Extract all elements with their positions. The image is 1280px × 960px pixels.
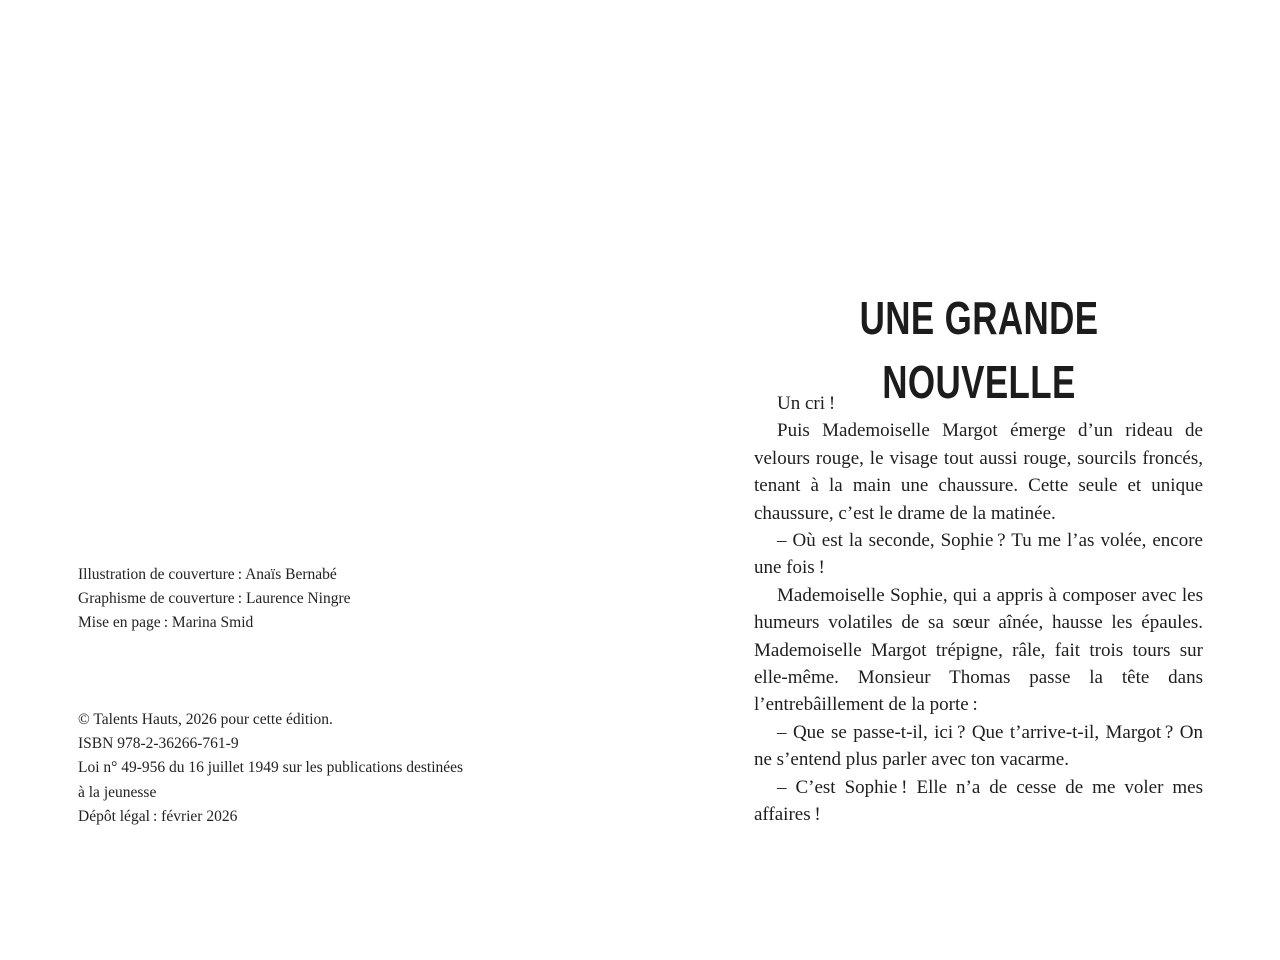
paragraph: – C’est Sophie ! Elle n’a de cesse de me voler mes affaires ! bbox=[754, 776, 1203, 826]
paragraph: – Que se passe-t-il, ici ? Que t’arrive-t-il, Margot ? On ne s’entend plus parler avec ton vacarme. bbox=[754, 721, 1203, 771]
law-line-continued: à la jeunesse bbox=[78, 783, 157, 801]
paragraph: Puis Mademoiselle Margot émerge d’un rideau de velours rouge, le visage tout aussi rouge, sourcils froncés, tenant à la main une chaussure. Cette seule et unique chaussure, c’est le drame de la matinée. bbox=[754, 420, 1203, 524]
isbn-line: ISBN 978-2-36266-761-9 bbox=[78, 735, 239, 753]
credit-cover-design: Graphisme de couverture : Laurence Ningre bbox=[78, 590, 351, 607]
paragraph: Mademoiselle Sophie, qui a appris à composer avec les humeurs volatiles de sa sœur aînée, hausse les épaules. Mademoiselle Margot trépigne, râle, fait trois tours sur elle-même. Monsieur Thomas passe la tête dans l’entrebâillement de la porte : bbox=[754, 584, 1203, 716]
right-page bbox=[640, 0, 1280, 960]
chapter-body bbox=[754, 390, 1203, 829]
law-line: Loi n° 49-956 du 16 juillet 1949 sur les publications destinées bbox=[78, 759, 464, 777]
credit-layout: Mise en page : Marina Smid bbox=[78, 614, 254, 631]
legal-deposit-line: Dépôt légal : février 2026 bbox=[78, 807, 238, 825]
chapter-title: UNE GRANDE NOUVELLE bbox=[859, 292, 1099, 408]
paragraph: Un cri ! bbox=[777, 393, 836, 414]
copyright-line: © Talents Hauts, 2026 pour cette édition. bbox=[78, 711, 333, 728]
paragraph: – Où est la seconde, Sophie ? Tu me l’as volée, encore une fois ! bbox=[754, 530, 1203, 579]
cover-credits bbox=[78, 563, 558, 635]
legal-notice bbox=[78, 708, 558, 829]
credit-illustration: Illustration de couverture : Anaïs Bernabé bbox=[78, 566, 337, 583]
